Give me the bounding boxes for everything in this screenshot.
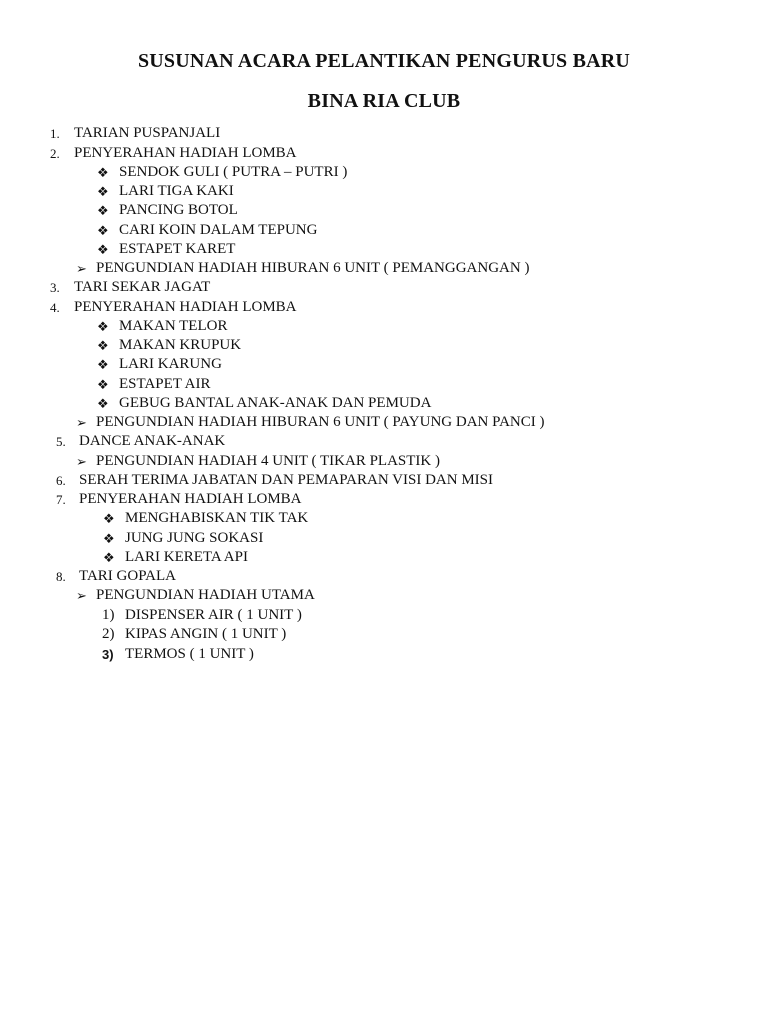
- diamond-bullet-icon: ❖: [97, 357, 109, 372]
- arrow-bullet-icon: ➢: [76, 415, 87, 430]
- diamond-bullet-icon: ❖: [97, 165, 109, 180]
- item-number: 5.: [56, 434, 66, 449]
- item-text: PENYERAHAN HADIAH LOMBA: [74, 145, 297, 161]
- diamond-bullet-icon: ❖: [97, 242, 109, 257]
- item-text: TERMOS ( 1 UNIT ): [125, 646, 254, 662]
- item-text: TARI GOPALA: [79, 568, 177, 584]
- item-text: PENGUNDIAN HADIAH UTAMA: [96, 587, 315, 603]
- item-text: MAKAN KRUPUK: [119, 337, 242, 353]
- item-text: GEBUG BANTAL ANAK-ANAK DAN PEMUDA: [119, 395, 432, 411]
- item-number: 2.: [50, 146, 60, 161]
- item-text: PENGUNDIAN HADIAH HIBURAN 6 UNIT ( PAYUNG DAN PANCI ): [96, 414, 545, 430]
- item-number: 8.: [56, 569, 66, 584]
- item-text: ESTAPET KARET: [119, 241, 236, 257]
- item-number: 1.: [50, 126, 60, 141]
- item-number: 4.: [50, 300, 60, 315]
- arrow-bullet-icon: ➢: [76, 588, 87, 603]
- item-text: PANCING BOTOL: [119, 202, 238, 218]
- item-text: PENGUNDIAN HADIAH HIBURAN 6 UNIT ( PEMANGGANGAN ): [96, 260, 530, 276]
- item-text: KIPAS ANGIN ( 1 UNIT ): [125, 626, 287, 642]
- item-number: 6.: [56, 473, 66, 488]
- item-text: DISPENSER AIR ( 1 UNIT ): [125, 607, 302, 623]
- item-text: PENGUNDIAN HADIAH 4 UNIT ( TIKAR PLASTIK ): [96, 453, 441, 469]
- item-text: MENGHABISKAN TIK TAK: [125, 510, 309, 526]
- item-text: TARI SEKAR JAGAT: [74, 279, 211, 295]
- arrow-bullet-icon: ➢: [76, 454, 87, 469]
- diamond-bullet-icon: ❖: [103, 550, 115, 565]
- item-number: 7.: [56, 492, 66, 507]
- page-title: SUSUNAN ACARA PELANTIKAN PENGURUS BARU: [137, 50, 631, 72]
- item-number: 1): [102, 607, 115, 623]
- diamond-bullet-icon: ❖: [97, 338, 109, 353]
- item-text: JUNG JUNG SOKASI: [125, 530, 264, 546]
- arrow-bullet-icon: ➢: [76, 261, 87, 276]
- item-text: MAKAN TELOR: [119, 318, 228, 334]
- item-text: PENYERAHAN HADIAH LOMBA: [79, 491, 302, 507]
- diamond-bullet-icon: ❖: [103, 511, 115, 526]
- item-number: 3): [102, 647, 114, 662]
- item-number: 2): [102, 626, 115, 642]
- item-text: TARIAN PUSPANJALI: [74, 125, 221, 141]
- item-text: LARI KERETA API: [125, 549, 248, 565]
- page-subtitle: BINA RIA CLUB: [307, 90, 461, 112]
- item-text: SENDOK GULI ( PUTRA – PUTRI ): [119, 164, 348, 180]
- diamond-bullet-icon: ❖: [97, 223, 109, 238]
- item-text: ESTAPET AIR: [119, 376, 211, 392]
- diamond-bullet-icon: ❖: [97, 319, 109, 334]
- item-text: LARI KARUNG: [119, 356, 222, 372]
- item-text: DANCE ANAK-ANAK: [79, 433, 226, 449]
- diamond-bullet-icon: ❖: [97, 203, 109, 218]
- diamond-bullet-icon: ❖: [97, 184, 109, 199]
- item-text: SERAH TERIMA JABATAN DAN PEMAPARAN VISI DAN MISI: [79, 472, 493, 488]
- diamond-bullet-icon: ❖: [97, 396, 109, 411]
- item-text: PENYERAHAN HADIAH LOMBA: [74, 299, 297, 315]
- diamond-bullet-icon: ❖: [103, 531, 115, 546]
- item-text: LARI TIGA KAKI: [119, 183, 234, 199]
- item-text: CARI KOIN DALAM TEPUNG: [119, 222, 318, 238]
- diamond-bullet-icon: ❖: [97, 377, 109, 392]
- item-number: 3.: [50, 280, 60, 295]
